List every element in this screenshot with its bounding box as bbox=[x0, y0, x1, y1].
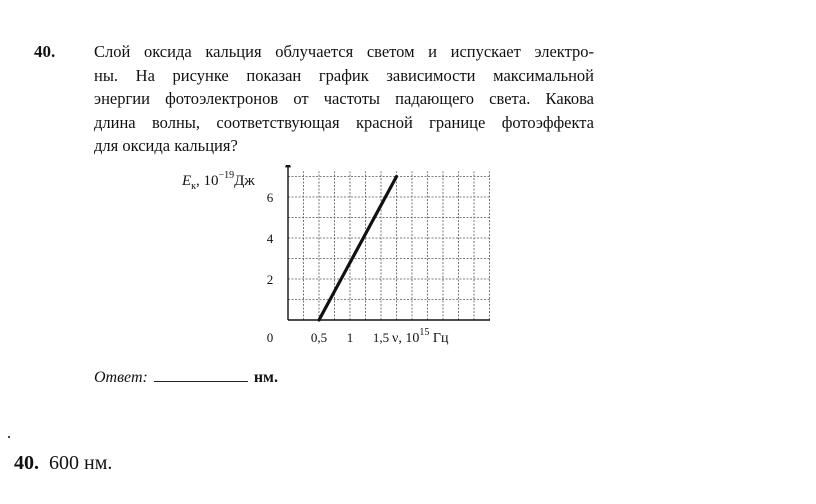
origin-label: 0 bbox=[266, 330, 274, 345]
x-tick-label: 1 bbox=[346, 330, 354, 345]
answer-row bbox=[94, 367, 278, 387]
chart-svg bbox=[180, 165, 490, 350]
answer-label: Ответ: bbox=[94, 369, 148, 386]
x-tick-label: 0,5 bbox=[310, 330, 328, 345]
problem-line: для оксида кальция? bbox=[94, 136, 238, 155]
x-axis-label bbox=[392, 327, 449, 346]
y-label-symbol: E bbox=[182, 173, 192, 189]
y-tick-label: 6 bbox=[266, 190, 274, 205]
y-label-unit2: Дж bbox=[234, 173, 255, 189]
y-tick-label: 4 bbox=[266, 231, 274, 246]
series bbox=[319, 177, 397, 321]
x-label-unit: Гц bbox=[429, 331, 449, 346]
x-tick-label: 1,5 bbox=[372, 330, 390, 345]
solution-text: 600 нм. bbox=[49, 452, 113, 474]
x-label-symbol: ν, 10 bbox=[392, 331, 420, 346]
problem-line: длина волны, соответствующая красной границе фотоэффекта bbox=[94, 112, 594, 132]
answer-blank[interactable] bbox=[154, 367, 248, 382]
problem-line: ны. На рисунке показан график зависимости максимальной bbox=[94, 65, 594, 85]
series-line bbox=[319, 177, 397, 321]
problem-text bbox=[94, 40, 594, 158]
energy-frequency-graph bbox=[180, 165, 490, 355]
solution bbox=[14, 452, 112, 475]
solution-number: 40. bbox=[14, 452, 39, 474]
scan-dot bbox=[8, 436, 10, 438]
problem-line: энергии фотоэлектронов от частоты падающего света. Какова bbox=[94, 89, 594, 108]
y-label-exponent: −19 bbox=[218, 170, 235, 181]
axes bbox=[285, 165, 490, 320]
y-axis-arrow bbox=[285, 165, 291, 167]
question-number: 40. bbox=[34, 42, 56, 61]
y-tick-label: 2 bbox=[266, 272, 274, 287]
problem-line: Слой оксида кальция облучается светом и испускает электро- bbox=[94, 42, 594, 61]
y-label-unit: , 10 bbox=[196, 173, 219, 189]
y-label-subscript: к bbox=[191, 181, 197, 192]
answer-unit: нм. bbox=[253, 369, 278, 386]
x-label-exponent: 15 bbox=[419, 327, 430, 338]
y-axis-label bbox=[181, 170, 255, 192]
